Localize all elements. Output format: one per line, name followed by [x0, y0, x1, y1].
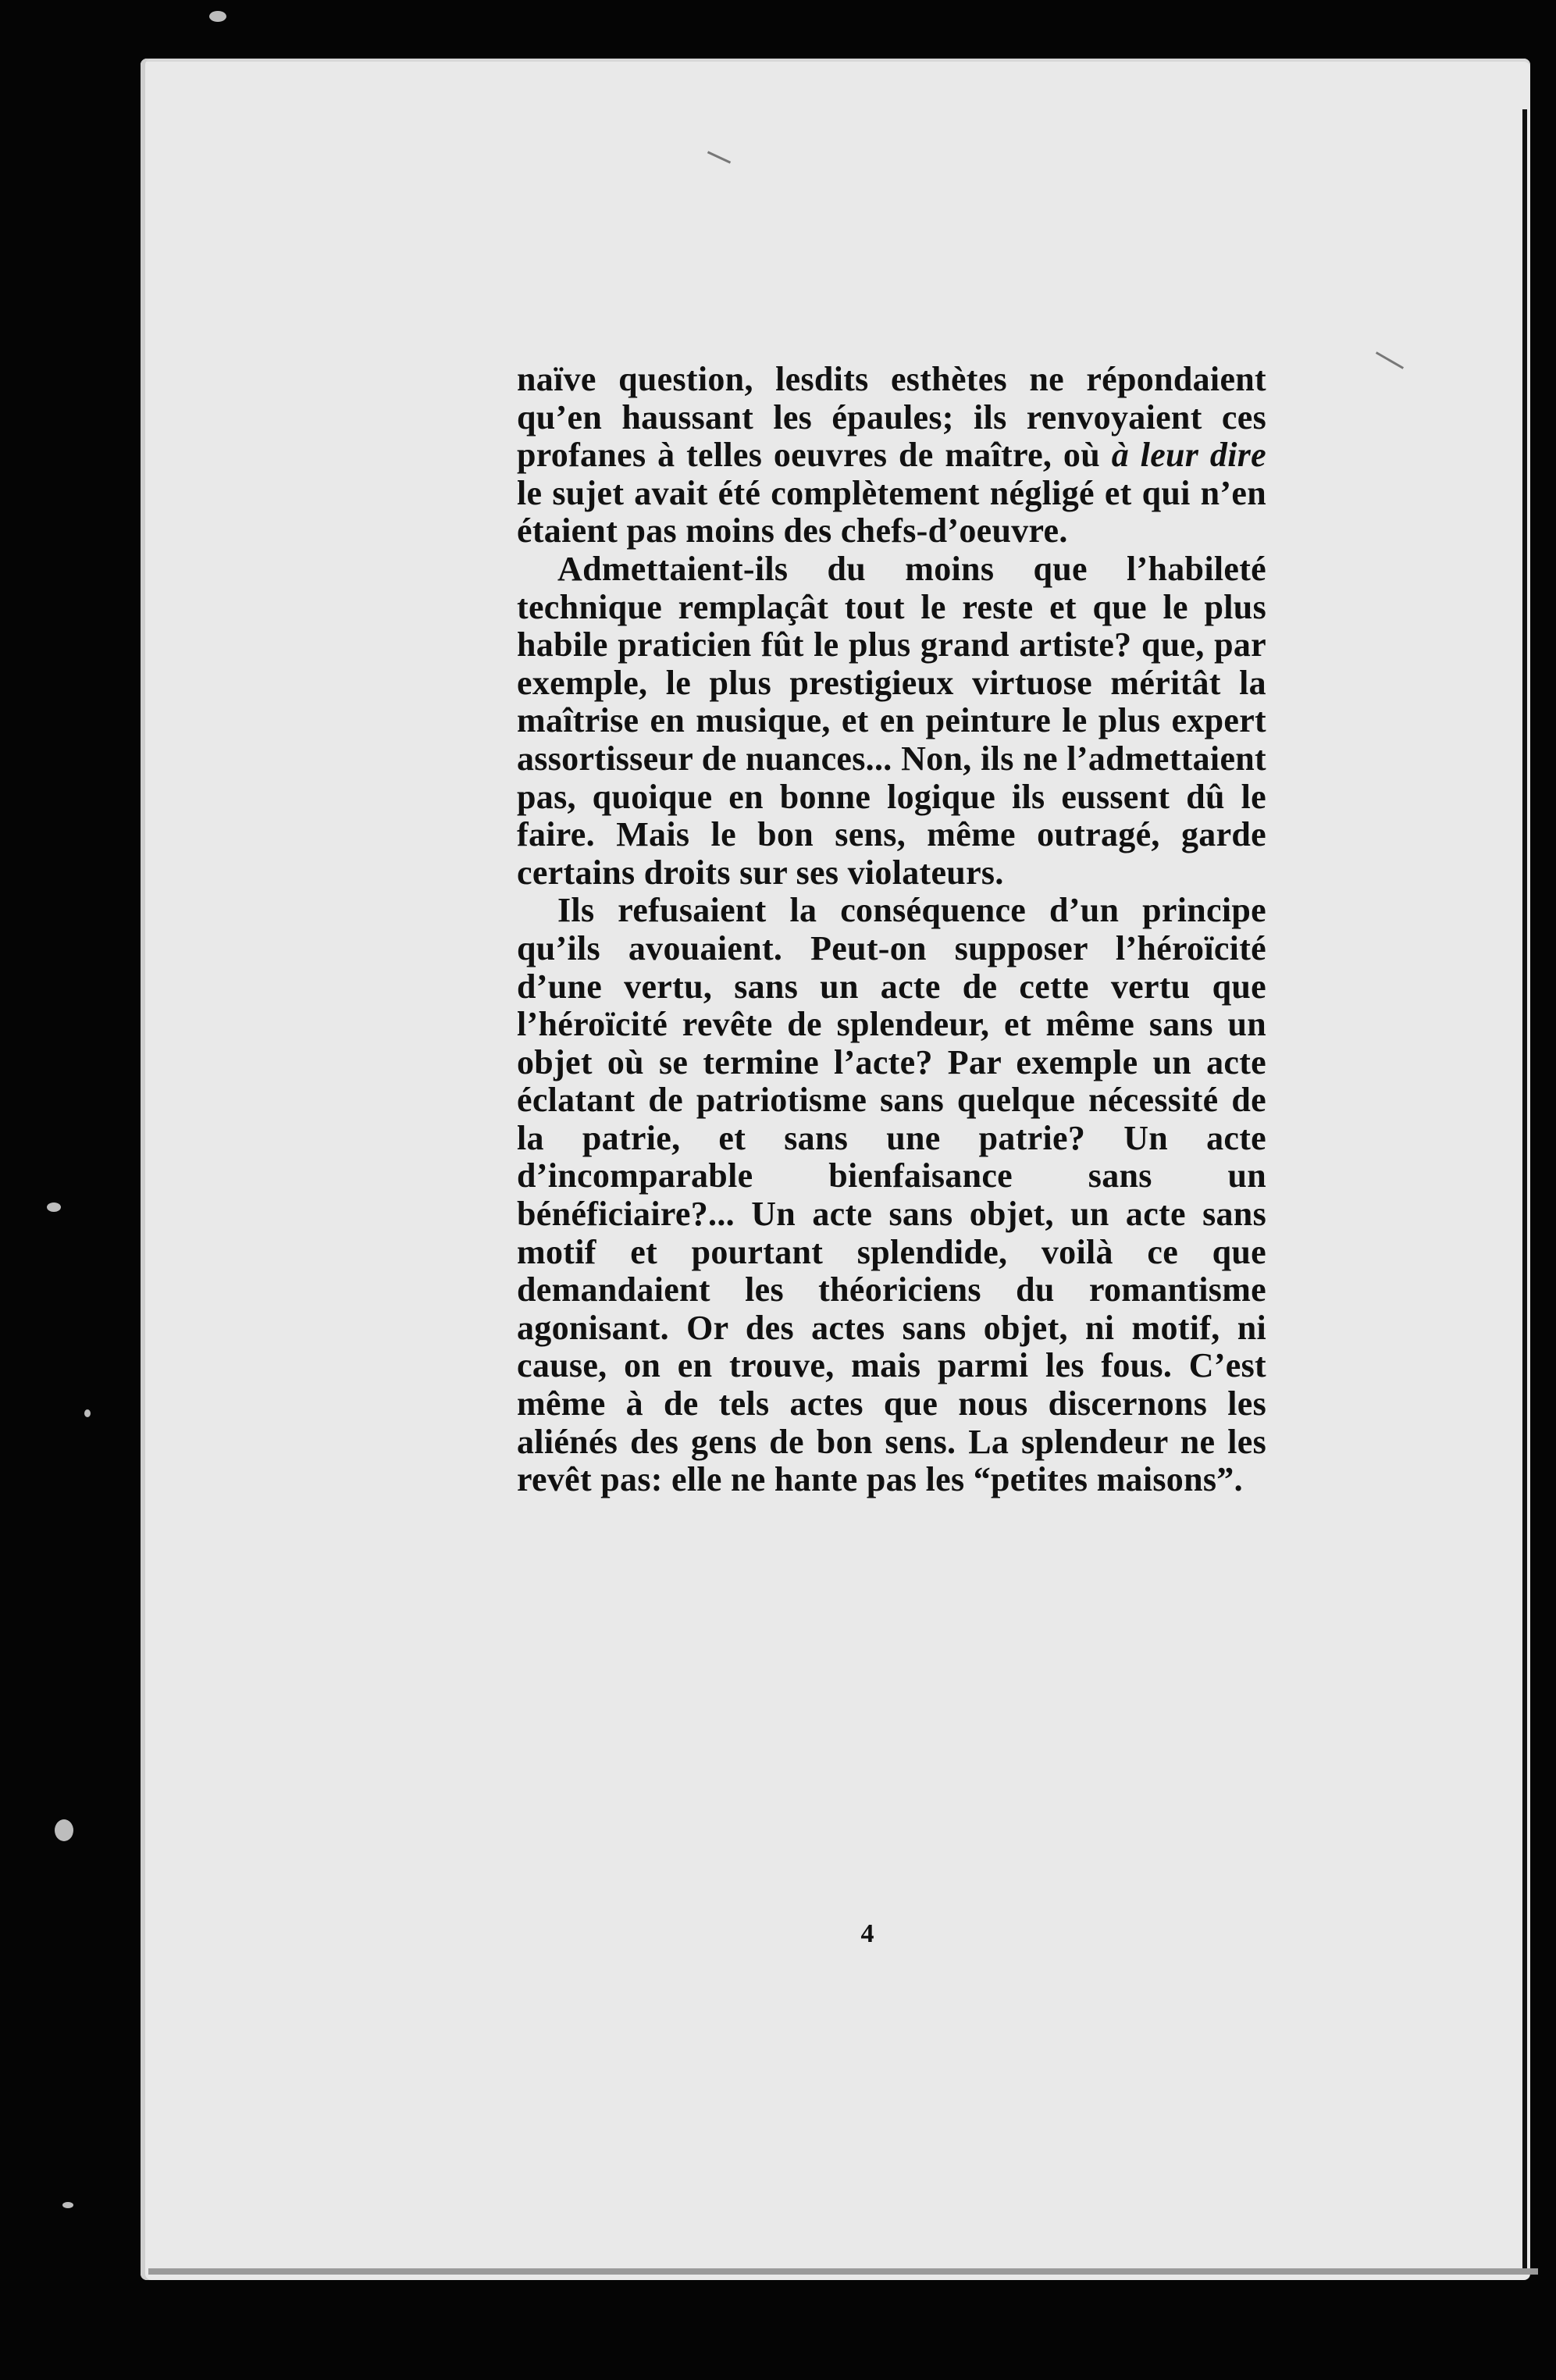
dust-speck	[47, 1202, 61, 1212]
paragraph-3: Ils refusaient la conséquence d’un principe qu’ils avouaient. Peut-on supposer l’héroïcité d’une vertu, sans un acte de cette vertu que l’héroïcité revête de splendeur, et même sans un objet où se termine l’acte? Par exemple un acte éclatant de patriotisme sans quelque nécessité de la patrie, et sans une patrie? Un acte d’incomparable bienfaisance sans un bénéficiaire?... Un acte sans objet, un acte sans motif et pourtant splendide, voilà ce que demandaient les théoriciens du romantisme agonisant. Or des actes sans objet, ni motif, ni cause, on en trouve, mais parmi les fous. C’est même à de tels actes que nous discernons les aliénés des gens de bon sens. La splendeur ne les revêt pas: elle ne hante pas les “petites maisons”.	[517, 891, 1266, 1499]
page-number: 4	[860, 1919, 874, 1948]
paragraph-1-end: le sujet avait été complètement négligé et qui n’en étaient pas moins des chefs-d’oeuvre.	[517, 473, 1266, 550]
page-bottom-edge	[148, 2268, 1538, 2275]
page-right-edge	[1522, 109, 1527, 2272]
paragraph-2: Admettaient-ils du moins que l’habileté technique remplaçât tout le reste et que le plus habile praticien fût le plus grand artiste? que, par exemple, le plus prestigieux virtuose méritât la maîtrise en musique, et en peinture le plus expert assortisseur de nuances... Non, ils ne l’admettaient pas, quoique en bonne logique ils eussent dû le faire. Mais le bon sens, même outragé, garde certains droits sur ses violateurs.	[517, 549, 1266, 892]
italic-phrase: à leur dire	[1111, 436, 1267, 475]
dust-speck	[84, 1409, 91, 1417]
dust-speck	[62, 2202, 73, 2208]
dust-speck	[55, 1819, 73, 1841]
dust-speck	[209, 11, 226, 22]
body-text	[517, 361, 1266, 1499]
paragraph-1-start: naïve question, lesdits esthètes ne répondaient qu’en haussant les épaules; ils renvoyaient ces profanes à telles oeuvres de maître, où	[517, 360, 1266, 475]
paragraph-1	[517, 361, 1266, 550]
